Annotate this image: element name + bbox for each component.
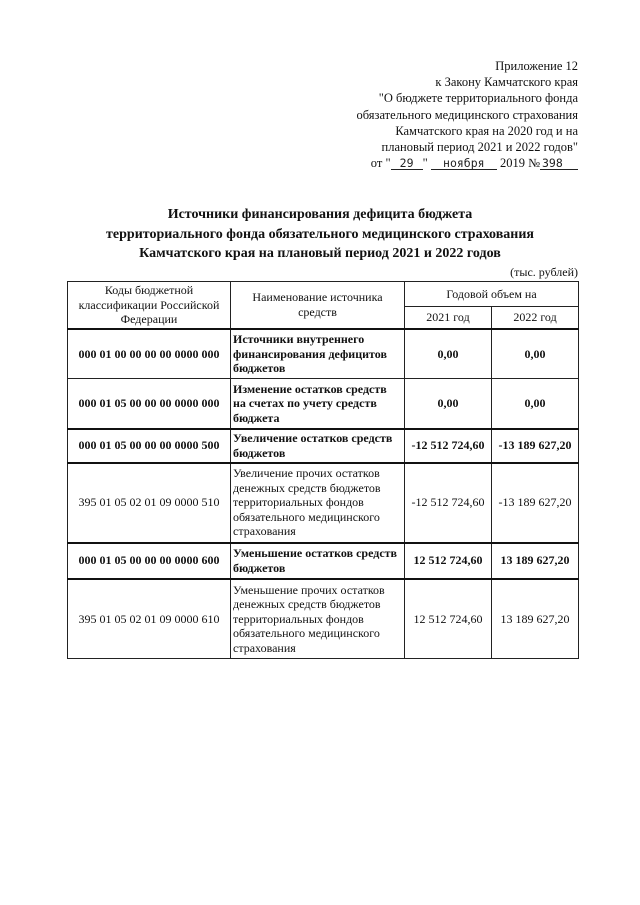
law-number: 398 [540,157,578,170]
row-value-2021: 12 512 724,60 [405,579,492,659]
table-row [68,379,579,429]
row-name: Увеличение остатков средств бюджетов [231,429,405,463]
row-name: Уменьшение прочих остатков денежных средств бюджетов территориальных фондов обязательного медицинского страхования [231,579,405,659]
number-sign: № [528,156,540,171]
date-quote: " [422,156,428,171]
row-name: Источники внутреннего финансирования дефицитов бюджетов [231,329,405,379]
date-day: 29 [391,157,423,170]
date-prefix: от " [370,156,391,171]
header-codes: Коды бюджетной классификации Российской Федерации [68,282,231,329]
row-name: Уменьшение остатков средств бюджетов [231,543,405,579]
row-value-2022: 13 189 627,20 [492,579,579,659]
row-value-2021: 0,00 [405,379,492,429]
row-value-2022: 0,00 [492,329,579,379]
appendix-line: плановый период 2021 и 2022 годов" [381,140,578,155]
row-code: 000 01 05 00 00 00 0000 600 [68,543,231,579]
header-2021: 2021 год [405,306,492,328]
table-row [68,329,579,379]
table-row [68,429,579,463]
row-code: 000 01 00 00 00 00 0000 000 [68,329,231,379]
financing-sources-table [67,281,579,659]
row-value-2022: 13 189 627,20 [492,543,579,579]
date-month: ноября [431,157,497,170]
row-value-2022: 0,00 [492,379,579,429]
row-value-2022: -13 189 627,20 [492,429,579,463]
row-value-2021: -12 512 724,60 [405,429,492,463]
units-label: (тыс. рублей) [510,265,578,279]
table-row [68,463,579,543]
row-value-2022: -13 189 627,20 [492,463,579,543]
header-name: Наименование источника средств [231,282,405,329]
row-code: 395 01 05 02 01 09 0000 610 [68,579,231,659]
document-title [60,205,580,264]
appendix-line: "О бюджете территориального фонда [378,91,578,106]
row-name: Изменение остатков средств на счетах по учету средств бюджета [231,379,405,429]
appendix-line: Камчатского края на 2020 год и на [395,123,578,138]
row-code: 000 01 05 00 00 00 0000 500 [68,429,231,463]
appendix-line: к Закону Камчатского края [435,75,578,90]
header-annual: Годовой объем на [405,282,579,307]
row-code: 000 01 05 00 00 00 0000 000 [68,379,231,429]
row-value-2021: 12 512 724,60 [405,543,492,579]
row-code: 395 01 05 02 01 09 0000 510 [68,463,231,543]
appendix-line: обязательного медицинского страхования [356,107,578,122]
title-line: территориального фонда обязательного медицинского страхования [106,226,534,242]
row-name: Увеличение прочих остатков денежных средств бюджетов территориальных фондов обязательного медицинского страхования [231,463,405,543]
appendix-line: Приложение 12 [495,59,578,73]
row-value-2021: -12 512 724,60 [405,463,492,543]
title-line: Источники финансирования дефицита бюджета [167,207,473,222]
header-2022: 2022 год [492,306,579,328]
table-row [68,543,579,579]
law-date-line [278,155,578,171]
title-line: Камчатского края на плановый период 2021 и 2022 годов [139,246,501,261]
appendix-header [278,58,578,171]
table-row [68,579,579,659]
row-value-2021: 0,00 [405,329,492,379]
date-year: 2019 [499,156,525,171]
